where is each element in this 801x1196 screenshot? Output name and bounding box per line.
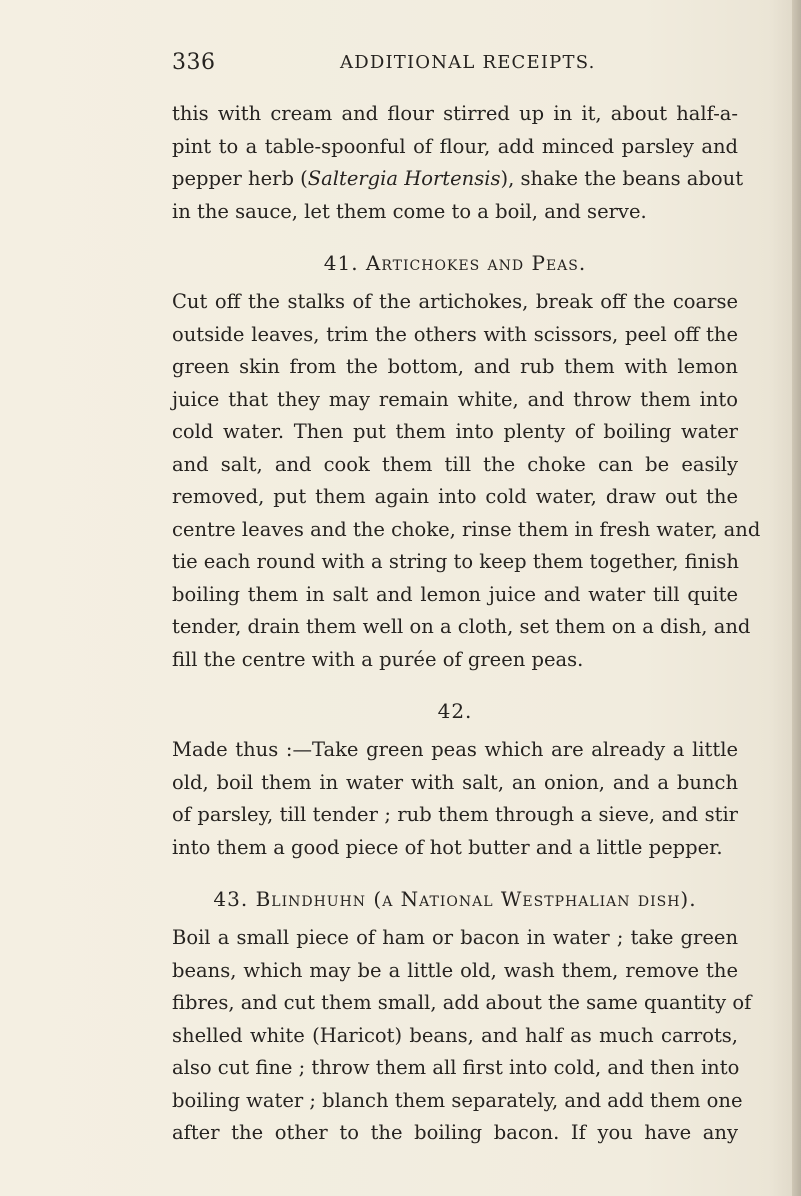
page-number: 336 <box>172 50 216 75</box>
page-edge-shadow <box>792 0 801 1196</box>
section-heading-41: 41. Artichokes and Peas. <box>323 251 587 275</box>
text-line: into them a good piece of hot butter and a little pepper. <box>172 835 723 859</box>
text-line: removed, put them again into cold water, draw out the <box>172 485 738 508</box>
section-41-paragraph <box>172 286 761 676</box>
intro-paragraph <box>172 98 744 228</box>
text-line: of parsley, till tender ; rub them through a sieve, and stir <box>172 803 738 826</box>
section-42-paragraph <box>172 734 738 864</box>
text-line: boiling them in salt and lemon juice and water till quite <box>172 582 738 606</box>
text-line: Made thus :—Take green peas which are already a little <box>172 738 738 761</box>
text-line: juice that they may remain white, and throw them into <box>172 387 738 411</box>
text-line: this with cream and flour stirred up in it, about half-a- <box>172 102 738 125</box>
running-head: ADDITIONAL RECEIPTS. <box>340 52 596 73</box>
text-line <box>172 163 744 196</box>
section-heading-43: 43. Blindhuhn (a National Westphalian dish). <box>213 887 697 911</box>
text-line: old, boil them in water with salt, an onion, and a bunch <box>172 770 738 794</box>
text-line: Boil a small piece of ham or bacon in water ; take green <box>172 926 738 949</box>
text-line: pint to a table-spoonful of flour, add minced parsley and <box>172 134 738 158</box>
body-text <box>172 98 761 1150</box>
text-line: also cut fine ; throw them all first into cold, and then into <box>172 1056 740 1079</box>
latin-name: Saltergia Hortensis <box>307 167 501 190</box>
section-43-paragraph <box>172 922 752 1150</box>
text-line: after the other to the boiling bacon. If you have any <box>172 1121 738 1144</box>
text-line: and salt, and cook them till the choke can be easily <box>172 452 738 476</box>
text-line: beans, which may be a little old, wash them, remove the <box>172 958 738 982</box>
text-line: outside leaves, trim the others with scissors, peel off the <box>172 322 738 346</box>
text-line: green skin from the bottom, and rub them with lemon <box>172 355 738 378</box>
text-line: cold water. Then put them into plenty of boiling water <box>172 420 738 443</box>
text-line: in the sauce, let them come to a boil, and serve. <box>172 199 647 223</box>
text-line: tender, drain them well on a cloth, set them on a dish, and <box>172 615 751 638</box>
text-fragment: pepper herb ( <box>172 167 308 190</box>
text-line: boiling water ; blanch them separately, and add them one <box>172 1088 743 1112</box>
text-line: centre leaves and the choke, rinse them in fresh water, and <box>172 517 761 541</box>
text-line: shelled white (Haricot) beans, and half as much carrots, <box>172 1023 738 1047</box>
text-line: fibres, and cut them small, add about the same quantity of <box>172 991 752 1014</box>
text-line: fill the centre with a purée of green peas. <box>172 647 584 671</box>
section-heading-42: 42. <box>437 699 473 723</box>
page-header <box>172 50 672 80</box>
text-line: Cut off the stalks of the artichokes, break off the coarse <box>172 290 738 313</box>
text-line: tie each round with a string to keep them together, finish <box>172 550 739 573</box>
text-fragment: ), shake the beans about <box>500 167 744 190</box>
